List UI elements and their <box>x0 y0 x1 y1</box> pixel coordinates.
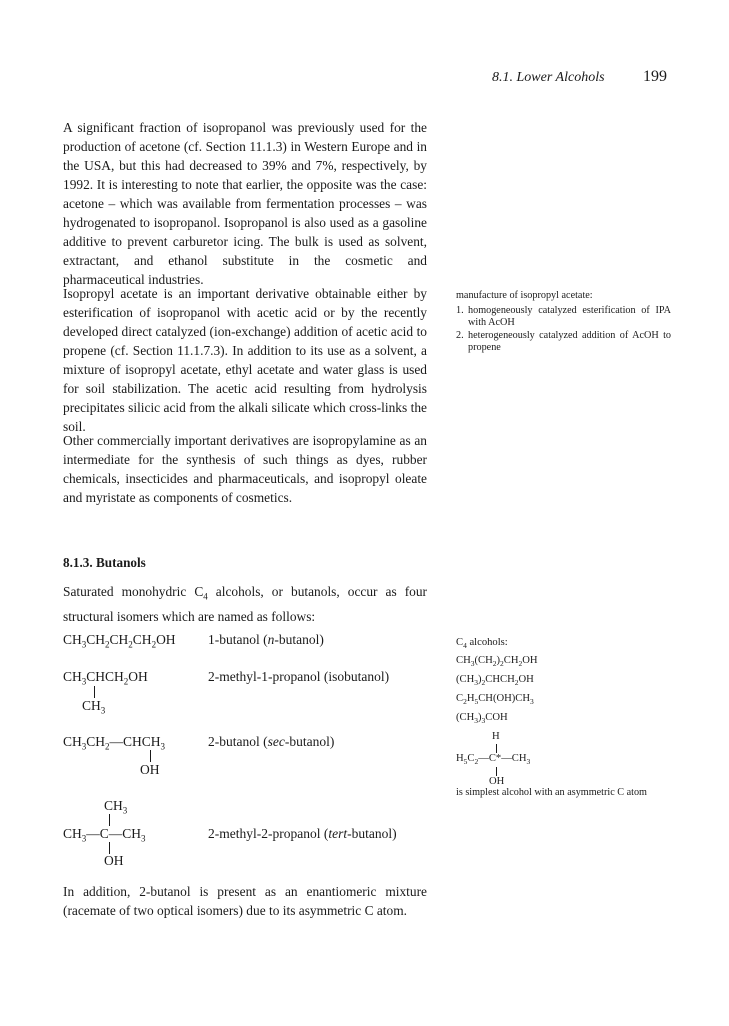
paragraph-text: A significant fraction of isopropanol was previously used for the production of acetone (cf. Section 11.1.3) in Western Europe and in the USA, but this had decreased to 39% and 7%, respectively, by 1992. It is interesting to note that earlier, the opposite was the case: acetone – which was available from fermentation processes – was hydrogenated to isopropanol. Isopropanol is also used as a gasoline additive to prevent carburetor icing. The bulk is used as solvent, extractant, and ethanol substitute in the cosmetic and pharmaceutical industries. <box>63 120 427 287</box>
intro-text: Saturated monohydric C <box>63 584 204 599</box>
paragraph-closing <box>63 882 427 920</box>
note-text: C <box>456 637 464 648</box>
c4-structure-h: H <box>492 731 500 742</box>
c4-formula-3: $C_2H_5CH(OH)CH_3$ <box>456 693 534 707</box>
name-part: -butanol) <box>284 734 335 749</box>
bond-line <box>94 686 95 698</box>
note-subscript: 4 <box>463 641 467 651</box>
bond-line <box>150 750 151 762</box>
page-number: 199 <box>643 68 667 85</box>
paragraph-derivatives <box>63 431 427 507</box>
running-header: 8.1. Lower Alcohols <box>492 70 605 85</box>
formula-oh: OH <box>140 762 160 777</box>
list-item-text: heterogeneously catalyzed addition of AcOH to propene <box>468 330 671 353</box>
formula-2-butanol: $CH_3CH_2—CHCH_3$ <box>63 734 166 752</box>
name-part: 2-methyl-1-propanol (isobutanol) <box>208 669 390 684</box>
margin-note-title: manufacture of isopropyl acetate: <box>456 290 593 301</box>
name-part: -butanol) <box>347 826 397 841</box>
c4-formula-4: $(CH_3)_3COH$ <box>456 712 508 726</box>
c4-formula-2: $(CH_3)_2CHCH_2OH$ <box>456 674 534 688</box>
intro-subscript: 4 <box>203 591 208 602</box>
formula-oh: OH <box>104 853 124 868</box>
c4-note-title <box>456 637 508 650</box>
bond-line <box>109 814 110 826</box>
note-text: alcohols: <box>466 637 508 648</box>
formula-methyl-branch: $CH_3$ <box>82 698 106 716</box>
formula-isobutanol: $CH_3CHCH_2OH$ <box>63 669 148 687</box>
list-item-number: 1. <box>456 305 464 316</box>
paragraph-isopropyl-acetate <box>63 284 427 436</box>
name-italic: tert <box>328 826 348 841</box>
name-part: 1-butanol ( <box>208 632 268 647</box>
c4-structure-main: $H_5C_2—C*—CH_3$ <box>456 753 531 767</box>
list-item <box>456 305 671 329</box>
name-part: -butanol) <box>274 632 324 647</box>
paragraph-isopropanol-uses <box>63 118 427 289</box>
section-heading: 8.1.3. Butanols <box>63 555 146 570</box>
margin-note-isopropyl-acetate <box>456 290 671 355</box>
list-item-number: 2. <box>456 330 464 341</box>
formula-ch3-top: $CH_3$ <box>104 798 128 816</box>
name-italic: sec <box>267 734 285 749</box>
isomer-name-2 <box>208 669 389 685</box>
isomer-name-3 <box>208 734 334 750</box>
formula-1-butanol: $CH_3CH_2CH_2CH_2OH$ <box>63 632 176 650</box>
name-part: 2-butanol ( <box>208 734 268 749</box>
isomer-name-1 <box>208 632 324 648</box>
c4-note-footer: is simplest alcohol with an asymmetric C atom <box>456 787 647 798</box>
paragraph-butanol-intro <box>63 582 427 626</box>
bond-line <box>496 744 497 753</box>
list-item-text: homogeneously catalyzed esterification of IPA with AcOH <box>468 305 671 328</box>
formula-tert-butanol: $CH_3—C—CH_3$ <box>63 826 146 844</box>
name-part: 2-methyl-2-propanol ( <box>208 826 329 841</box>
margin-note-list <box>456 305 671 354</box>
isomer-name-4 <box>208 826 397 842</box>
paragraph-text: In addition, 2-butanol is present as an enantiomeric mixture (racemate of two optical isomers) due to its asymmetric C atom. <box>63 884 427 918</box>
c4-structure-oh: OH <box>489 776 505 787</box>
intro-text-rest: alcohols, or butanols, occur as four structural isomers which are named as follows: <box>63 584 428 624</box>
list-item <box>456 330 671 354</box>
paragraph-text: Isopropyl acetate is an important derivative obtainable either by esterification of isopropanol with acetic acid or by the recently developed direct catalyzed (ion-exchange) addition of acetic acid to propene (cf. Section 11.1.7.3). In addition to its use as a solvent, a mixture of isopropyl acetate, ethyl acetate and water glass is used for soil stabilization. The acetic acid resulting from hydrolysis precipitates silicic acid from the alkali silicate which cross-links the soil. <box>63 286 427 434</box>
paragraph-text: Other commercially important derivatives are isopropylamine as an intermediate for the synthesis of such things as dyes, rubber chemicals, insecticides and pharmaceuticals, and isopropyl oleate and myristate as components of cosmetics. <box>63 433 427 505</box>
name-italic: n <box>267 632 275 647</box>
bond-line <box>496 767 497 776</box>
c4-formula-1: $CH_3(CH_2)_2CH_2OH$ <box>456 655 538 669</box>
